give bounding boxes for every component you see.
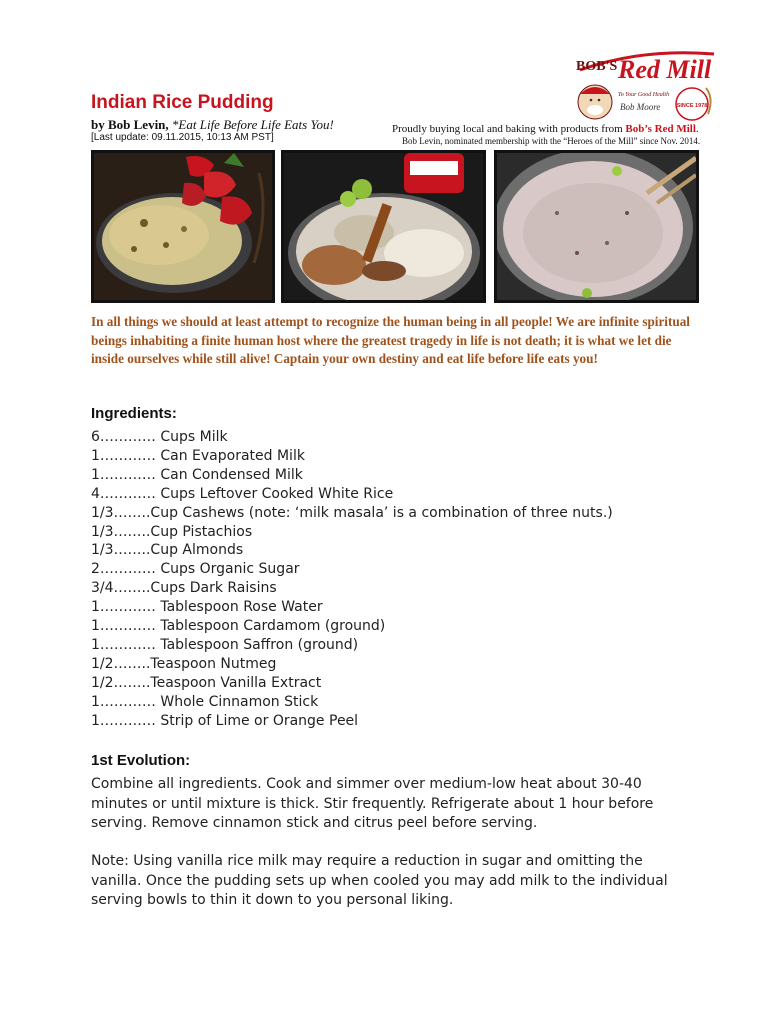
photo-ingredients-pot [281,150,486,303]
last-update: [Last update: 09.11.2015, 10:13 AM PST] [91,132,274,143]
ingredient-item: 1………… Can Condensed Milk [91,466,303,483]
logo-tagline: To Your Good Health [618,92,670,98]
ingredient-item: 3/4……..Cups Dark Raisins [91,580,277,597]
simmering-pot-image [497,153,696,300]
sponsor-brand: Bob’s Red Mill [625,123,696,135]
byline [91,117,334,133]
pudding-bowl-image [94,153,272,300]
photo-pudding-bowl [91,150,275,303]
bobs-red-mill-logo [572,44,722,128]
ingredient-item: 1/3……..Cup Almonds [91,542,244,559]
ingredient-item: 2………… Cups Organic Sugar [91,561,300,578]
evolution-instructions: Combine all ingredients. Cook and simmer over medium-low heat about 30-40 minutes or until mixture is thick. Stir frequently. Refrigerate about 1 hour before serving. Remove cinnamon stick and citrus peel before serving. [91,776,654,831]
ingredient-item: 4………… Cups Leftover Cooked White Rice [91,485,394,502]
logo-graphic [572,44,722,128]
ingredient-item: 1/3……..Cup Pistachios [91,523,253,540]
inspirational-quote: In all things we should at least attempt to recognize the human being in all people! We are infinite spiritual beings inhabiting a finite human host where the greatest tragedy in life is not death; it is what we let die inside ourselves while still alive! Captain your own destiny and eat life before life eats you! [91,314,690,367]
ingredients-pot-image [284,153,483,300]
ingredient-item: 1………… Whole Cinnamon Stick [91,693,319,710]
ingredient-item: 1/3……..Cup Cashews (note: ‘milk masala’ is a combination of three nuts.) [91,504,613,521]
ingredient-item: 1/2……..Teaspoon Vanilla Extract [91,674,322,691]
ingredient-item: 6………… Cups Milk [91,429,228,445]
logo-signature: Bob Moore [620,102,661,112]
byline-author: by Bob Levin, [91,117,172,132]
logo-badge: SINCE 1978 [676,103,708,109]
nominated-line: Bob Levin, nominated membership with the “Heroes of the Mill” since Nov. 2014. [402,136,701,146]
ingredient-item: 1………… Strip of Lime or Orange Peel [91,712,359,729]
evolution-note: Note: Using vanilla rice milk may require a reduction in sugar and omitting the vanilla. Once the pudding sets up when cooled you may add milk to the individual serving bowls to thin it down to you personal liking. [91,853,668,908]
ingredient-item: 1………… Can Evaporated Milk [91,447,305,464]
ingredient-item: 1………… Tablespoon Rose Water [91,599,323,616]
recipe-title: Indian Rice Pudding [91,92,274,113]
ingredient-item: 1………… Tablespoon Cardamom (ground) [91,618,386,635]
sponsor-suffix: . [695,123,699,135]
ingredient-item: 1………… Tablespoon Saffron (ground) [91,636,359,653]
ingredient-item: 1/2……..Teaspoon Nutmeg [91,655,277,672]
logo-line2: Red Mill [618,55,712,84]
photo-simmering-pot [494,150,699,303]
ingredients-list [91,428,613,731]
ingredients-heading: Ingredients: [91,405,177,422]
sponsor-prefix: Proudly buying local and baking with products from [392,123,626,135]
evolution-heading: 1st Evolution: [91,752,191,769]
logo-line1: BOB'S [576,59,618,74]
byline-motto: *Eat Life Before Life Eats You! [171,117,334,132]
